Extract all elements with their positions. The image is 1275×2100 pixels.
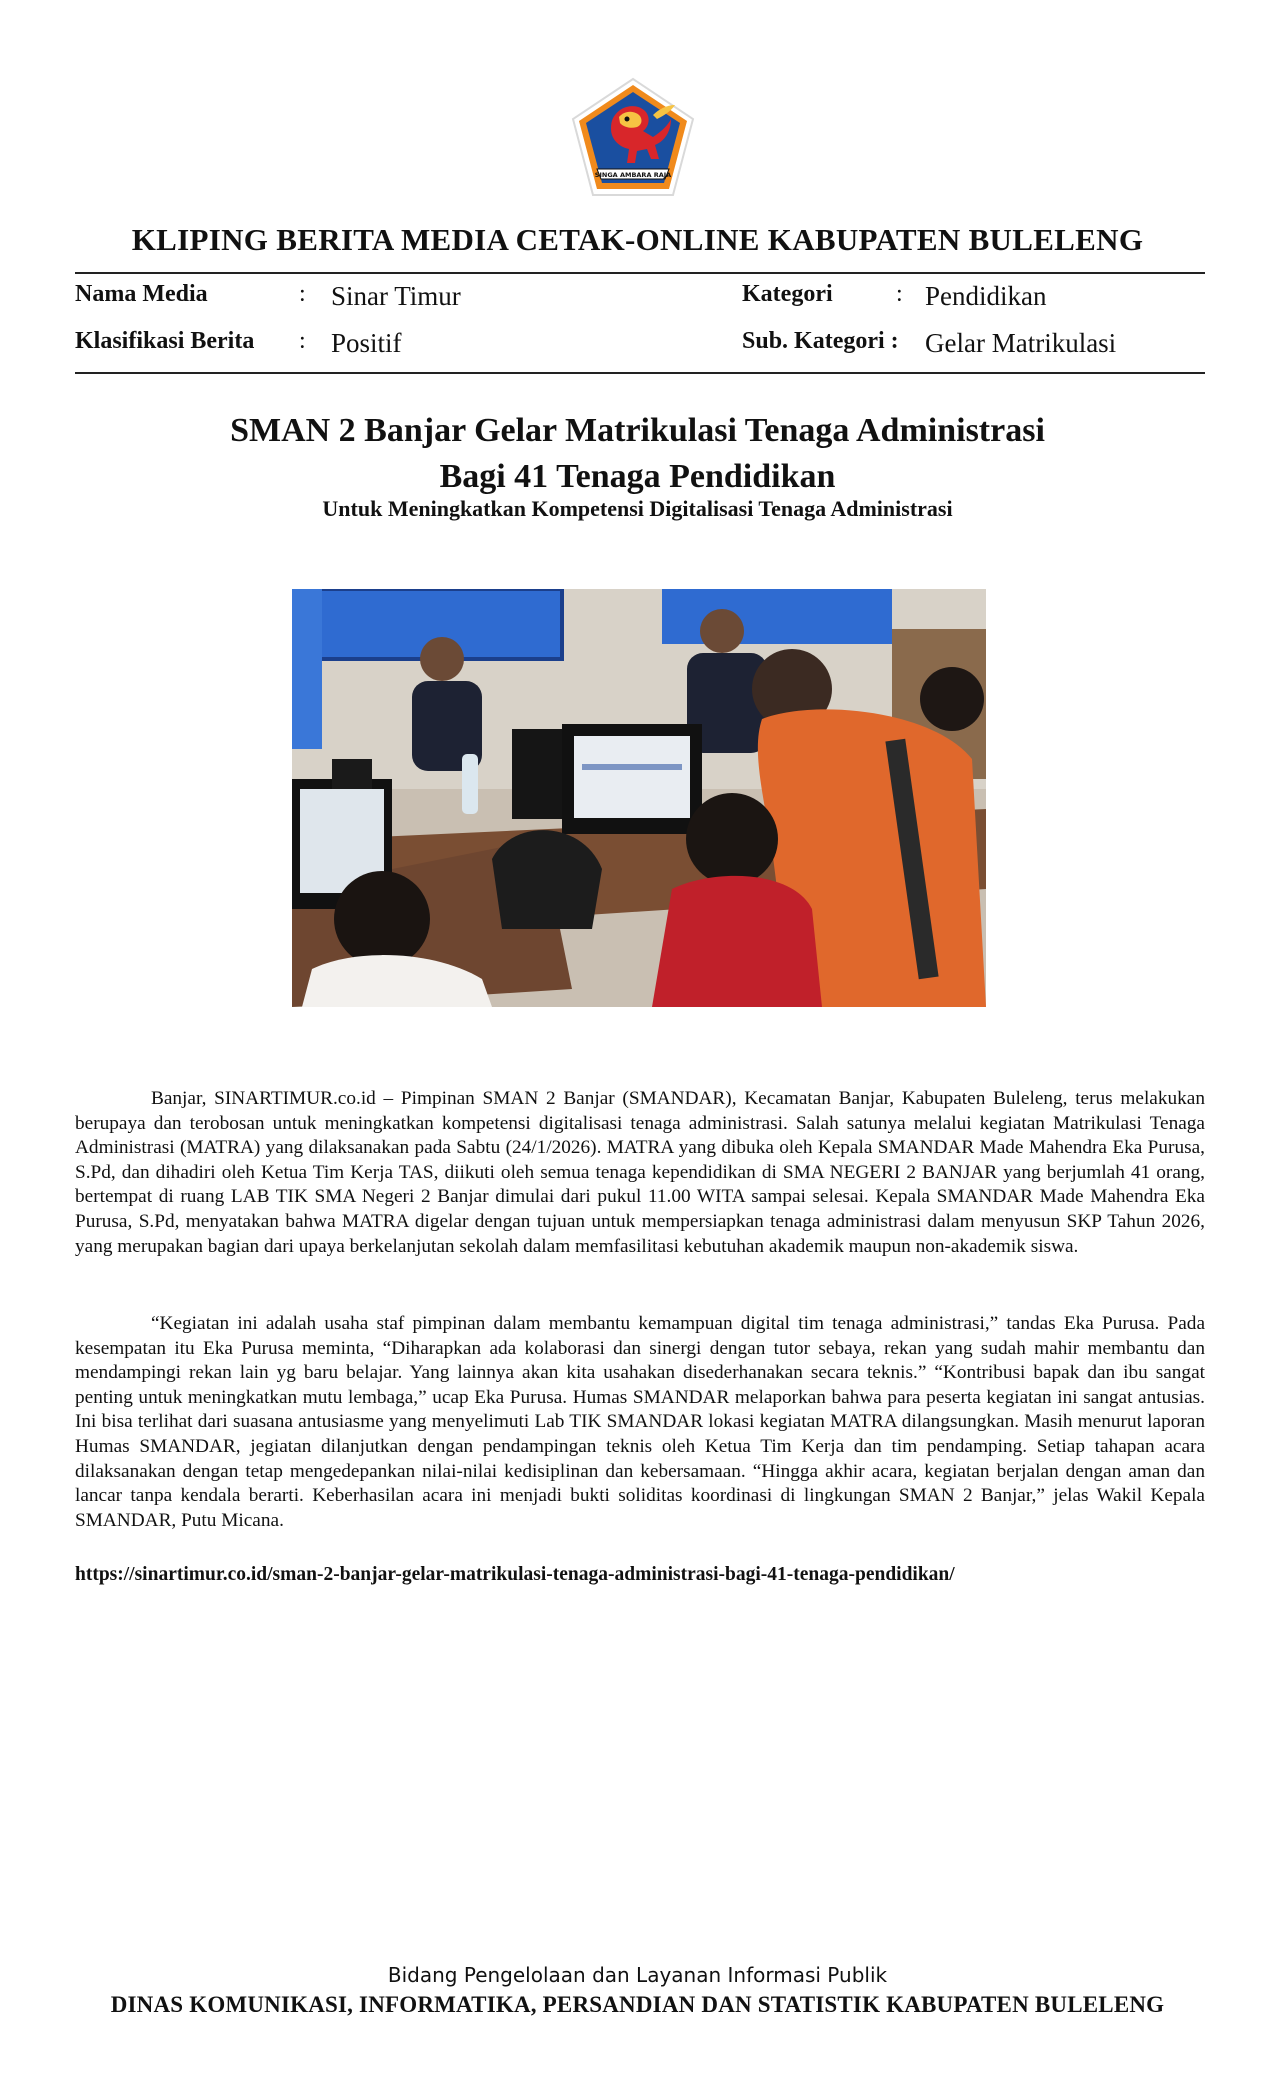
kategori-value: Pendidikan — [925, 281, 1047, 311]
klasifikasi-value: Positif — [331, 328, 402, 358]
klasifikasi-label: Klasifikasi Berita — [75, 328, 255, 354]
media-colon: : — [299, 281, 306, 307]
article-paragraph-2: “Kegiatan ini adalah usaha staf pimpinan dalam membantu kemampuan digital tim tenaga administrasi,” tandas Eka Purusa. Pada kesempatan itu Eka Purusa meminta, “Diharapkan ada kolaborasi dan sinergi dengan tutor sebaya, rekan yang sudah mahir membantu dan mendampingi rekan lain yg baru belajar. Yang lainnya akan kita usahakan disederhanakan secara teknis.” “Kontribusi bapak dan ibu sangat penting untuk meningkatkan mutu lembaga,” ucap Eka Purusa. Humas SMANDAR melaporkan bahwa para peserta kegiatan ini sangat antusias. Ini bisa terlihat dari suasana antusiasme yang menyelimuti Lab TIK SMANDAR lokasi kegiatan MATRA dilangsungkan. Masih menurut laporan Humas SMANDAR, jegiatan dilanjutkan dengan pendampingan teknis oleh Ketua Tim Kerja dan tim pendamping. Setiap tahapan acara dilaksanakan dengan tetap mengedepankan nilai-nilai kedisiplinan dan kebersamaan. “Hingga akhir acara, kegiatan berjalan dengan aman dan lancar tanpa kendala berarti. Keberhasilan acara ini menjadi bukti soliditas koordinasi di lingkungan SMAN 2 Banjar,” jelas Wakil Kepala SMANDAR, Putu Micana. — [75, 1313, 1205, 1531]
media-value: Sinar Timur — [331, 281, 461, 311]
footer-agency: DINAS KOMUNIKASI, INFORMATIKA, PERSANDIAN DAN STATISTIK KABUPATEN BULELENG — [110, 1992, 1165, 2017]
sub-kategori-label: Sub. Kategori : — [742, 328, 899, 354]
article-paragraph-1: Banjar, SINARTIMUR.co.id – Pimpinan SMAN 2 Banjar (SMANDAR), Kecamatan Banjar, Kabupaten Buleleng, terus melakukan berupaya dan terobosan untuk meningkatkan kompetensi digitalisasi tenaga administrasi. Salah satunya melalui kegiatan Matrikulasi Tenaga Administrasi (MATRA) yang dilaksanakan pada Sabtu (24/1/2026). MATRA yang dibuka oleh Kepala SMANDAR Made Mahendra Eka Purusa, S.Pd, dan dihadiri oleh Ketua Tim Kerja TAS, diikuti oleh semua tenaga kependidikan di SMA NEGERI 2 BANJAR yang berjumlah 41 orang, bertempat di ruang LAB TIK SMA Negeri 2 Banjar dimulai dari pukul 11.00 WITA sampai selesai. Kepala SMANDAR Made Mahendra Eka Purusa, S.Pd, menyatakan bahwa MATRA digelar dengan tujuan untuk mempersiapkan tenaga administrasi dalam menyusun SKP Tahun 2026, yang merupakan bagian dari upaya berkelanjutan sekolah dalam memfasilitasi kebutuhan akademik maupun non-akademik siswa. — [75, 1088, 1205, 1257]
footer-division: Bidang Pengelolaan dan Layanan Informasi Publik — [387, 1963, 888, 1987]
article-headline — [0, 408, 1275, 500]
kategori-colon: : — [896, 281, 903, 307]
headline-line-1: SMAN 2 Banjar Gelar Matrikulasi Tenaga Administrasi — [230, 412, 1045, 449]
article-photo — [292, 589, 986, 1007]
emblem-motto-text: SINGA AMBARA RAJA — [594, 171, 672, 179]
klasifikasi-colon: : — [299, 328, 306, 354]
source-link[interactable]: https://sinartimur.co.id/sman-2-banjar-gelar-matrikulasi-tenaga-administrasi-bagi-41-tenaga-pendidikan/ — [75, 1564, 955, 1585]
kategori-label: Kategori — [742, 281, 833, 307]
top-divider — [75, 272, 1205, 274]
media-label: Nama Media — [75, 281, 208, 307]
meta-divider — [75, 372, 1205, 374]
headline-line-2: Bagi 41 Tenaga Pendidikan — [439, 458, 836, 495]
article-subheadline: Untuk Meningkatkan Kompetensi Digitalisasi Tenaga Administrasi — [322, 496, 953, 521]
document-title: KLIPING BERITA MEDIA CETAK-ONLINE KABUPATEN BULELENG — [131, 222, 1144, 257]
sub-kategori-value: Gelar Matrikulasi — [925, 328, 1117, 358]
buleleng-emblem-logo — [567, 75, 699, 200]
